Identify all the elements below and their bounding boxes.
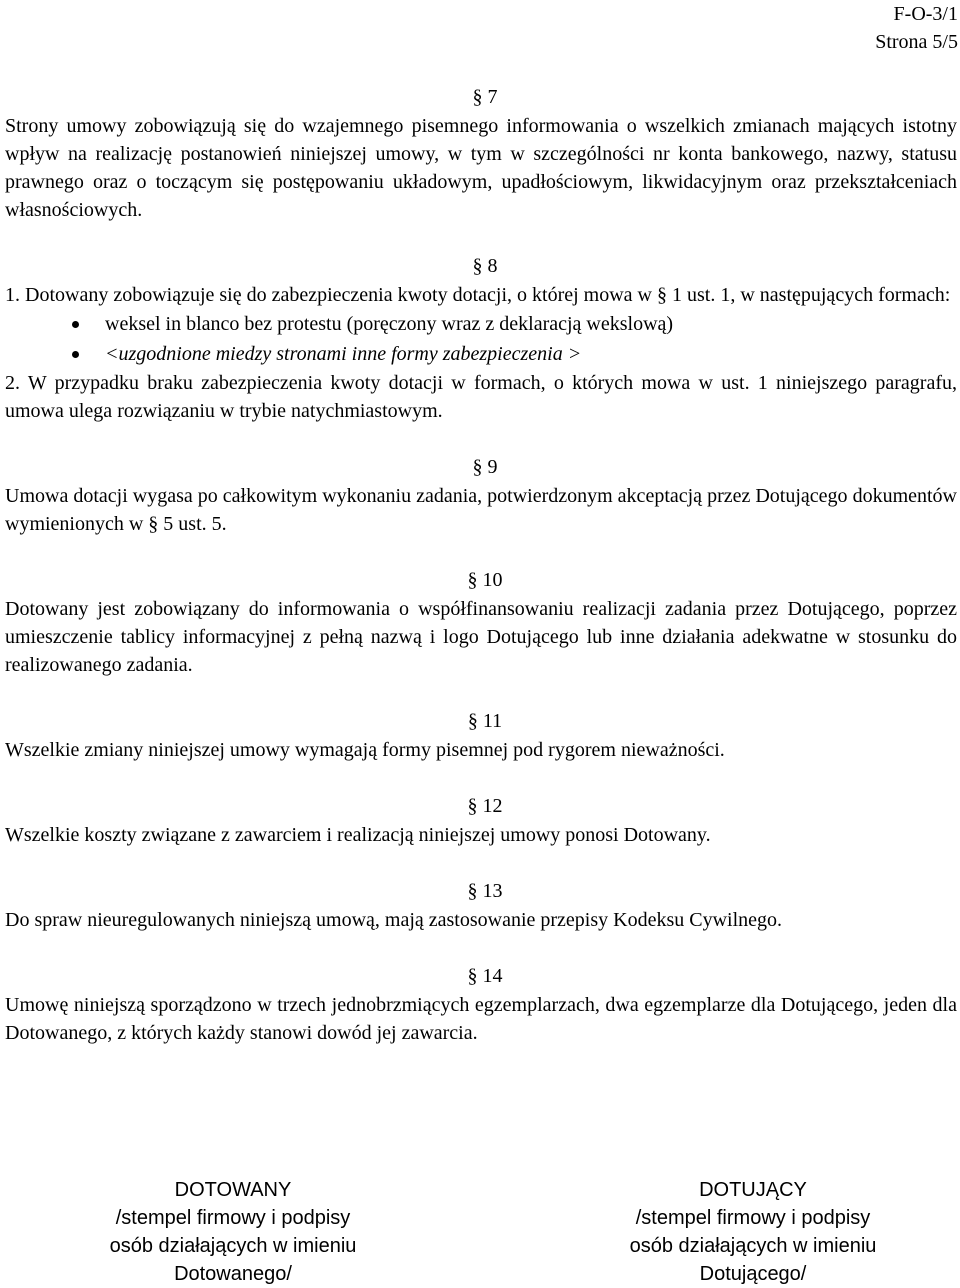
section-7-text: Strony umowy zobowiązują się do wzajemnego pisemnego informowania o wszelkich zmianach mających istotny wpływ na realizację postanowień niniejszej umowy, w tym w szczególności nr konta bankowego, nazwy, statusu prawnego oraz o toczącym się postępowaniu układowym, upadłościowym, likwidacyjnym oraz przekształceniach własnościowych. <box>5 115 957 221</box>
section-8-heading: § 8 <box>472 255 498 277</box>
section-8-point-2: 2. W przypadku braku zabezpieczenia kwoty dotacji w formach, o których mowa w ust. 1 niniejszego paragrafu, umowa ulega rozwiązaniu w trybie natychmiastowym. <box>5 372 957 422</box>
list-item <box>5 339 957 369</box>
signature-title: DOTOWANY <box>174 1179 292 1201</box>
page-header <box>875 0 958 56</box>
section-9-text: Umowa dotacji wygasa po całkowitym wykonaniu zadania, potwierdzonym akceptacją przez Dotującego dokumentów wymienionych w § 5 ust. 5. <box>5 485 957 535</box>
signature-line: /stempel firmowy i podpisy <box>635 1207 871 1229</box>
section-11-text: Wszelkie zmiany niniejszej umowy wymagają formy pisemnej pod rygorem nieważności. <box>5 739 725 761</box>
section-12-text: Wszelkie koszty związane z zawarciem i realizacją niniejszej umowy ponosi Dotowany. <box>5 824 711 846</box>
section-13-text: Do spraw nieuregulowanych niniejszą umową, mają zastosowanie przepisy Kodeksu Cywilnego. <box>5 909 783 931</box>
bullet-text: <uzgodnione miedzy stronami inne formy zabezpieczenia > <box>105 343 582 365</box>
signature-line: /stempel firmowy i podpisy <box>115 1207 351 1229</box>
list-item <box>5 309 957 339</box>
section-12-heading: § 12 <box>467 795 503 817</box>
signature-title: DOTUJĄCY <box>699 1179 807 1201</box>
bullet-icon <box>72 321 79 328</box>
section-10-text: Dotowany jest zobowiązany do informowania o współfinansowaniu realizacji zadania przez Dotującego, poprzez umieszczenie tablicy informacyjnej z pełną nazwą i logo Dotującego lub inne działania adekwatne w stosunku do realizowanego zadania. <box>5 598 957 676</box>
form-code: F-O-3/1 <box>893 3 958 25</box>
signature-line: osób działających w imieniu <box>629 1235 877 1257</box>
signature-line: Dotowanego/ <box>174 1263 292 1285</box>
signature-block-dotujacy <box>588 1176 918 1288</box>
section-14-text: Umowę niniejszą sporządzono w trzech jednobrzmiących egzemplarzach, dwa egzemplarze dla Dotującego, jeden dla Dotowanego, z których każdy stanowi dowód jej zawarcia. <box>5 994 957 1044</box>
bullet-icon <box>72 351 79 358</box>
section-14-heading: § 14 <box>467 965 503 987</box>
section-8-bullet-list <box>5 309 957 369</box>
signature-line: Dotującego/ <box>699 1263 807 1285</box>
page-number: Strona 5/5 <box>875 31 958 53</box>
document-body <box>5 83 957 1047</box>
section-8-point-1: 1. Dotowany zobowiązuje się do zabezpieczenia kwoty dotacji, o której mowa w § 1 ust. 1, w następujących formach: <box>5 284 951 306</box>
bullet-text: weksel in blanco bez protestu (poręczony wraz z deklaracją wekslową) <box>105 313 674 335</box>
section-10-heading: § 10 <box>467 569 503 591</box>
section-13-heading: § 13 <box>467 880 503 902</box>
section-7-heading: § 7 <box>472 86 498 108</box>
section-9-heading: § 9 <box>472 456 498 478</box>
signature-line: osób działających w imieniu <box>109 1235 357 1257</box>
signature-block-dotowany <box>68 1176 398 1288</box>
section-11-heading: § 11 <box>467 710 503 732</box>
